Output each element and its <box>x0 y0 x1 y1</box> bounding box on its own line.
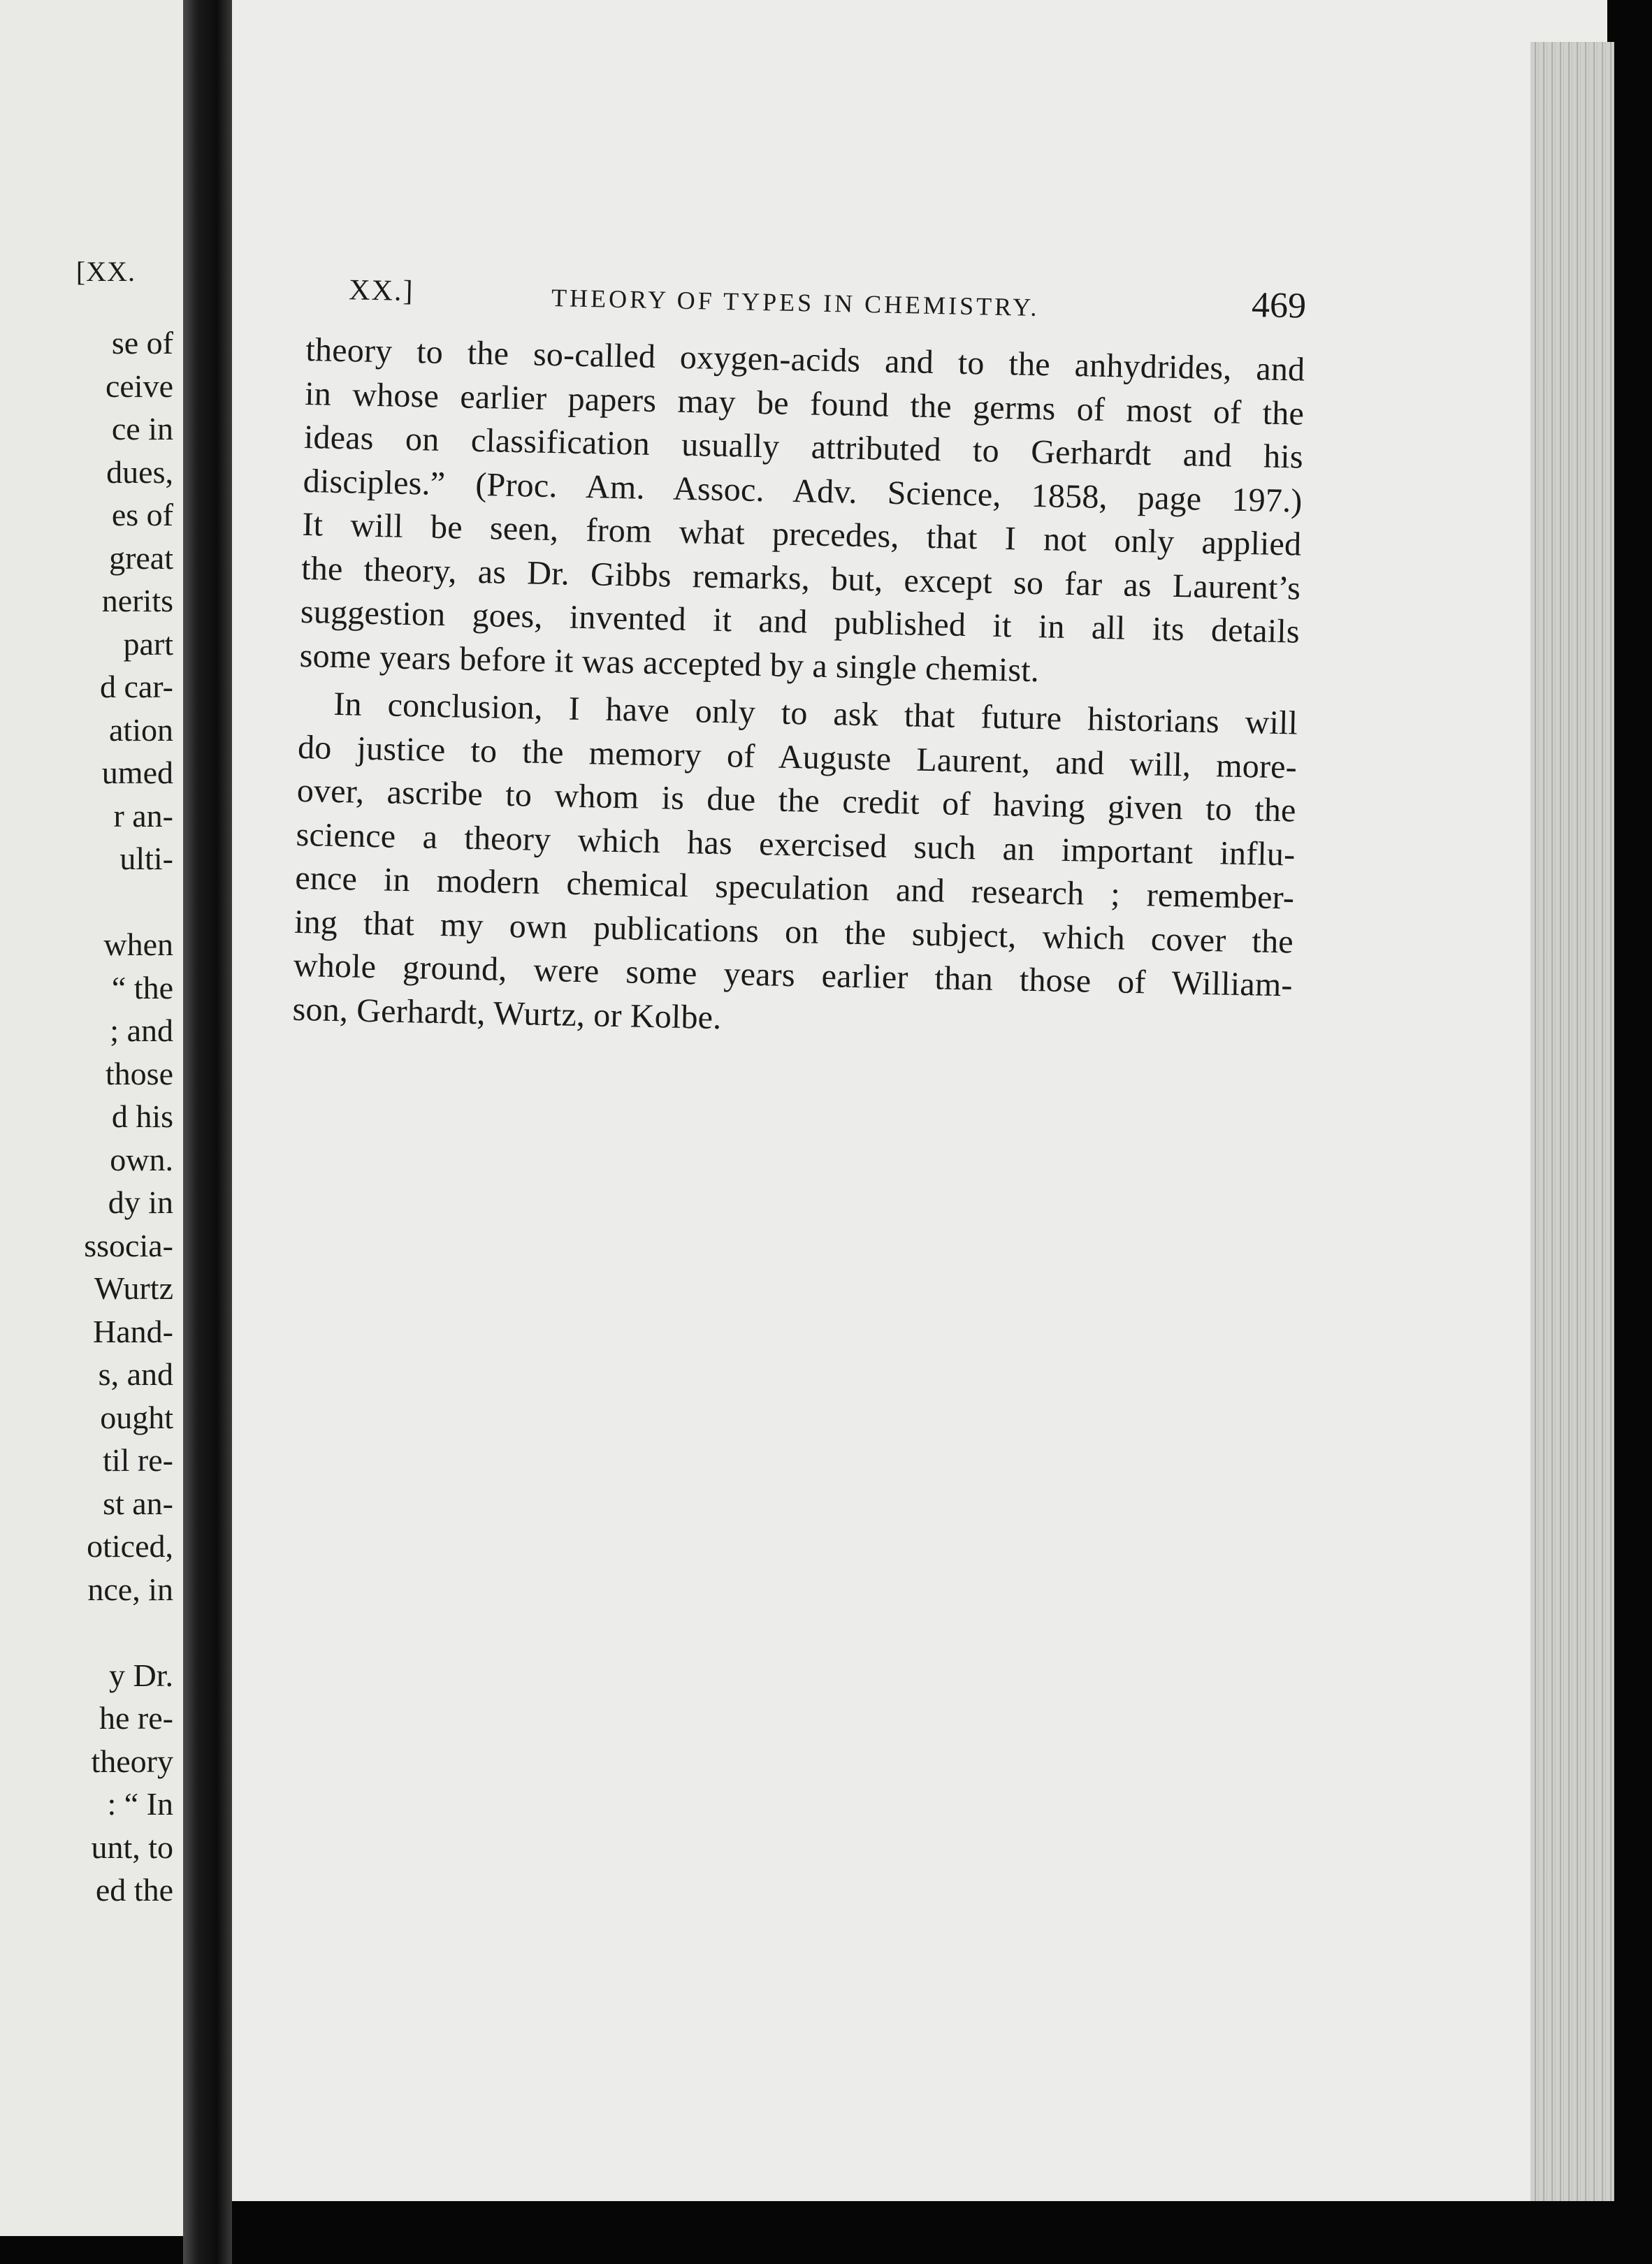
previous-page-line: “ the <box>111 969 173 1006</box>
page-number: 469 <box>1251 285 1307 326</box>
previous-page-line: s, and <box>98 1356 173 1392</box>
previous-page-line: ed the <box>95 1872 173 1908</box>
text-line: in whose earlier papers may be found the germs of most of the <box>304 375 1305 433</box>
previous-page-line: st an- <box>103 1485 173 1521</box>
body-text <box>292 328 1305 1051</box>
previous-page-line: d his <box>111 1098 173 1134</box>
running-title: THEORY OF TYPES IN CHEMISTRY. <box>551 284 1040 322</box>
previous-page-line: d car- <box>99 669 173 704</box>
text-line: disciples.” (Proc. Am. Assoc. Adv. Science, 1858, page 197.) <box>303 462 1303 520</box>
previous-page-line: theory <box>91 1743 173 1779</box>
text-line: ence in modern chemical speculation and research ; remember- <box>294 859 1295 917</box>
text-line: the theory, as Dr. Gibbs remarks, but, except so far as Laurent’s <box>300 549 1301 607</box>
previous-page-line: : “ In <box>107 1786 173 1822</box>
text-line: do justice to the memory of Auguste Laurent, and will, more- <box>297 728 1298 786</box>
previous-page-header: [XX. <box>75 256 136 287</box>
book-gutter <box>183 0 232 2264</box>
text-line: ing that my own publications on the subject, which cover the <box>294 903 1294 961</box>
previous-page-line: ulti- <box>119 841 173 876</box>
previous-page-line: ought <box>100 1399 173 1435</box>
previous-page-line: nce, in <box>87 1571 173 1607</box>
previous-page-line <box>84 1611 173 1654</box>
previous-page-line: Wurtz <box>94 1270 173 1306</box>
previous-page-line: umed <box>101 755 173 790</box>
previous-page-line: dy in <box>108 1184 173 1220</box>
previous-page-line: ce in <box>111 411 173 447</box>
previous-page-line: great <box>109 539 173 576</box>
previous-page-lines <box>84 321 173 1912</box>
previous-page-line: he re- <box>99 1700 173 1736</box>
previous-page-line: se of <box>111 325 173 361</box>
previous-page-line: til re- <box>103 1442 173 1478</box>
previous-page-line: oticed, <box>87 1528 173 1564</box>
text-line: son, Gerhardt, Wurtz, or Kolbe. <box>292 990 722 1036</box>
previous-page-line: y Dr. <box>109 1657 173 1693</box>
page-edges <box>1530 42 1614 2201</box>
previous-page-line: es of <box>111 497 173 532</box>
paragraph <box>299 328 1305 698</box>
text-line: It will be seen, from what precedes, that I not only applied <box>302 505 1302 563</box>
text-line: some years before it was accepted by a single chemist. <box>299 637 1040 689</box>
text-line: theory to the so-called oxygen-acids and to the anhydrides, and <box>305 331 1305 389</box>
text-line: over, ascribe to whom is due the credit of having given to the <box>296 771 1297 829</box>
previous-page-line: dues, <box>106 453 173 490</box>
previous-page-line: unt, to <box>91 1829 173 1865</box>
previous-page-line: when <box>103 927 173 962</box>
text-line: suggestion goes, invented it and published it in all its details <box>300 593 1300 651</box>
previous-page-line: Hand- <box>93 1313 173 1349</box>
text-line: In conclusion, I have only to ask that future historians will <box>333 685 1298 742</box>
previous-page-line: nerits <box>101 583 173 618</box>
text-line: ideas on classification usually attributed to Gerhardt and his <box>303 418 1304 476</box>
chapter-marker: XX.] <box>348 274 414 308</box>
previous-page-line: those <box>105 1055 173 1091</box>
text-line: whole ground, were some years earlier than those of William- <box>293 946 1294 1004</box>
previous-page-fragment <box>0 0 183 2236</box>
previous-page-line: ; and <box>110 1013 173 1048</box>
previous-page-line: r an- <box>113 797 173 834</box>
paragraph <box>292 682 1298 1052</box>
previous-page-line: part <box>123 625 173 662</box>
page-text-block <box>292 266 1307 1051</box>
previous-page-line: ceive <box>105 368 173 404</box>
previous-page-line: ation <box>109 711 173 748</box>
previous-page-line: own. <box>110 1141 173 1177</box>
text-line: science a theory which has exercised such an important influ- <box>296 815 1296 873</box>
previous-page-line <box>84 880 173 924</box>
previous-page-line: ssocia- <box>84 1227 173 1263</box>
